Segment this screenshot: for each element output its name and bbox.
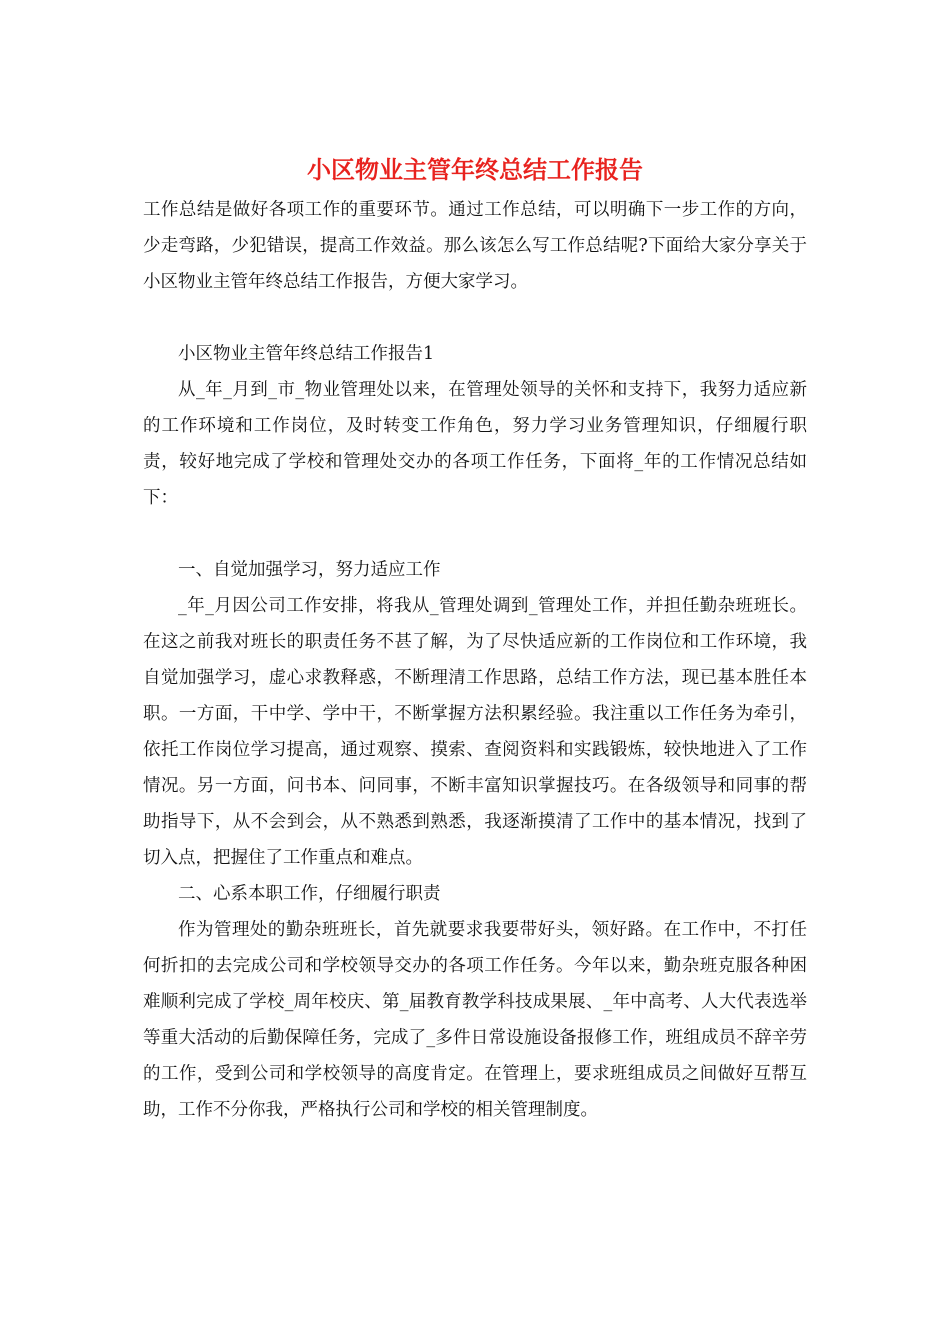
section1-heading: 一、自觉加强学习，努力适应工作 bbox=[178, 560, 441, 580]
report-intro-paragraph: 从_年_月到_市_物业管理处以来，在管理处领导的关怀和支持下，我努力适应新的工作环境和工作岗位，及时转变工作角色，努力学习业务管理知识，仔细履行职责，较好地完成了学校和管理处交办的各项工作任务，下面将_年的工作情况总结如下： bbox=[143, 380, 807, 508]
section1-paragraph: _年_月因公司工作安排，将我从_管理处调到_管理处工作，并担任勤杂班班长。在这之前我对班长的职责任务不甚了解，为了尽快适应新的工作岗位和工作环境，我自觉加强学习，虚心求教释惑，不断理清工作思路，总结工作方法，现已基本胜任本职。一方面，干中学、学中干，不断掌握方法积累经验。我注重以工作任务为牵引，依托工作岗位学习提高，通过观察、摸索、查阅资料和实践锻炼，较快地进入了工作情况。另一方面，问书本、问同事，不断丰富知识掌握技巧。在各级领导和同事的帮助指导下，从不会到会，从不熟悉到熟悉，我逐渐摸清了工作中的基本情况，找到了切入点，把握住了工作重点和难点。 bbox=[143, 596, 807, 868]
intro-paragraph: 工作总结是做好各项工作的重要环节。通过工作总结，可以明确下一步工作的方向，少走弯路，少犯错误，提高工作效益。那么该怎么写工作总结呢?下面给大家分享关于小区物业主管年终总结工作报告，方便大家学习。 bbox=[143, 200, 807, 292]
section2-paragraph: 作为管理处的勤杂班班长，首先就要求我要带好头，领好路。在工作中，不打任何折扣的去完成公司和学校领导交办的各项工作任务。今年以来，勤杂班克服各种困难顺利完成了学校_周年校庆、第_届教育教学科技成果展、_年中高考、人大代表选举等重大活动的后勤保障任务，完成了_多件日常设施设备报修工作，班组成员不辞辛劳的工作，受到公司和学校领导的高度肯定。在管理上，要求班组成员之间做好互帮互助，工作不分你我，严格执行公司和学校的相关管理制度。 bbox=[143, 920, 807, 1120]
paragraph-gap bbox=[143, 516, 807, 552]
report-heading: 小区物业主管年终总结工作报告1 bbox=[178, 344, 435, 364]
document-title: 小区物业主管年终总结工作报告 bbox=[307, 156, 643, 184]
paragraph-gap bbox=[143, 300, 807, 336]
section2-heading: 二、心系本职工作，仔细履行职责 bbox=[178, 884, 441, 904]
document-content bbox=[143, 148, 807, 1128]
